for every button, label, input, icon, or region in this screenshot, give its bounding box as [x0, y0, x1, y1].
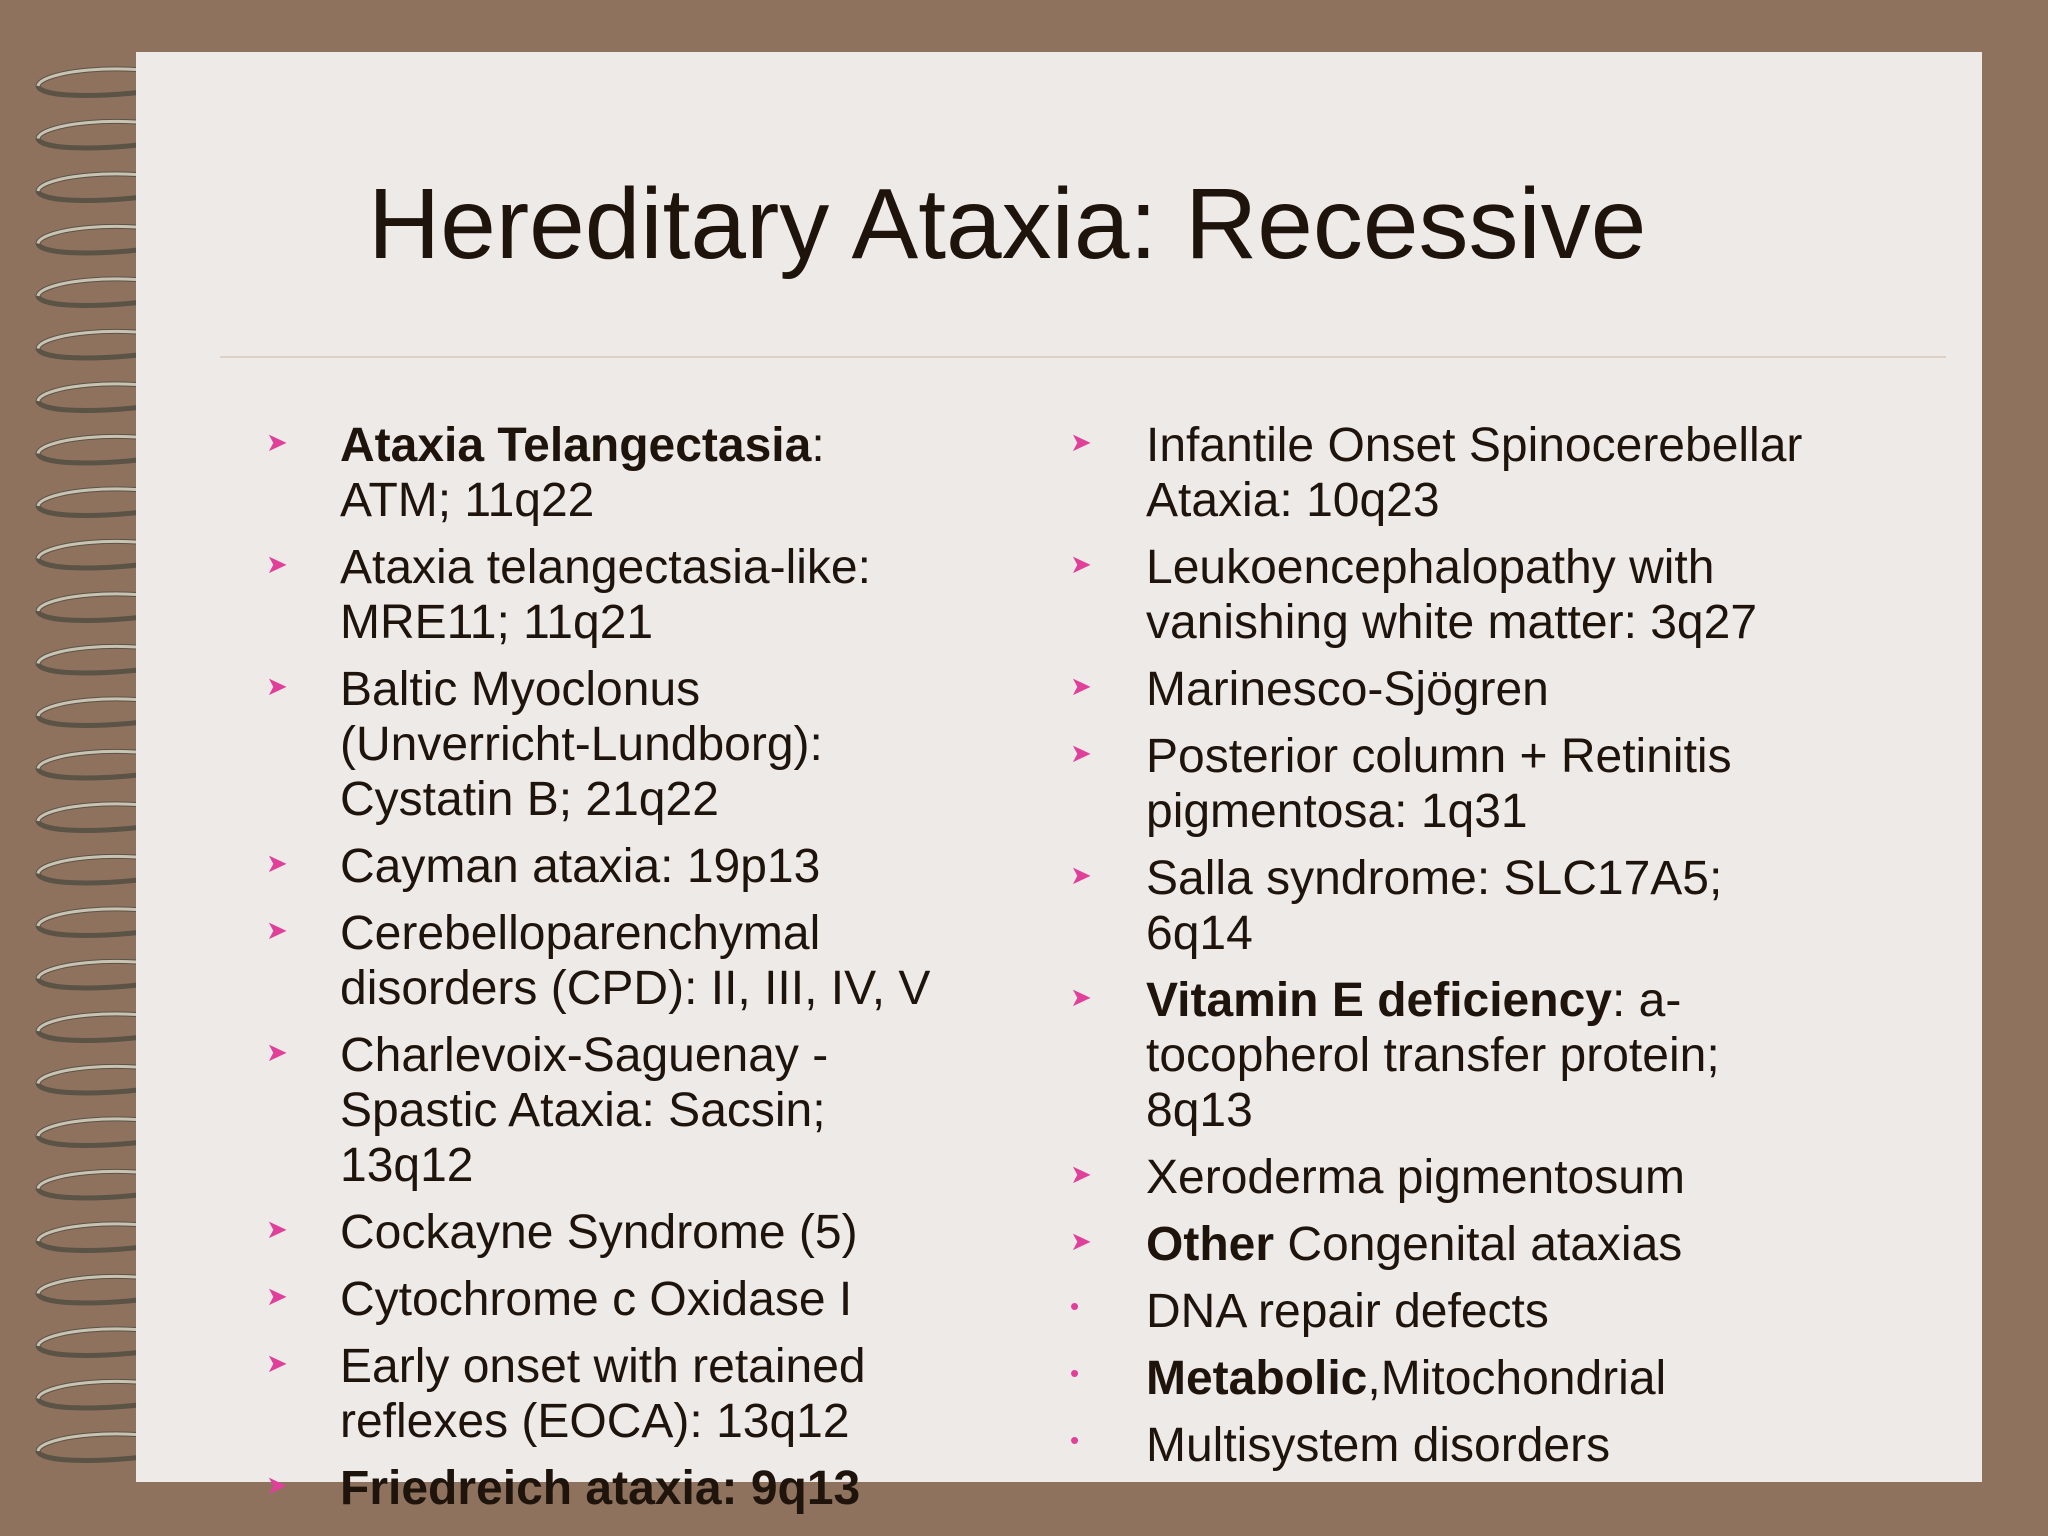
- arrowhead-bullet-icon: ➤: [266, 915, 288, 945]
- item-text: Salla syndrome: SLC17A5; 6q14: [1146, 852, 1723, 960]
- list-item: [1070, 540, 1970, 650]
- title-divider: [220, 356, 1946, 358]
- list-item: [266, 1272, 1126, 1327]
- list-item: [266, 1461, 1126, 1516]
- dot-bullet-icon: •: [1070, 1358, 1080, 1388]
- arrowhead-bullet-icon: ➤: [1070, 860, 1092, 890]
- item-text: Posterior column + Retinitis pigmentosa: 1q31: [1146, 730, 1732, 838]
- list-item: [1070, 662, 1970, 717]
- sub-list-item: [1070, 1351, 1970, 1406]
- list-item: [266, 1205, 1126, 1260]
- dot-bullet-icon: •: [1070, 1425, 1080, 1455]
- item-text: Charlevoix-Saguenay - Spastic Ataxia: Sacsin; 13q12: [340, 1029, 829, 1192]
- arrowhead-bullet-icon: ➤: [1070, 738, 1092, 768]
- list-item: [266, 906, 1126, 1016]
- item-text: Ataxia telangectasia-like: MRE11; 11q21: [340, 541, 871, 649]
- sub-list-item: [1070, 1284, 1970, 1339]
- slide: [136, 52, 1982, 1515]
- arrowhead-bullet-icon: ➤: [1070, 671, 1092, 701]
- list-item: [1070, 1217, 1970, 1272]
- item-text: Vitamin E deficiency: a- tocopherol transfer protein; 8q13: [1146, 974, 1720, 1137]
- list-item: [1070, 1150, 1970, 1205]
- item-text: Infantile Onset Spinocerebellar Ataxia: 10q23: [1146, 419, 1803, 527]
- right-bullet-list: [1070, 418, 1970, 1485]
- list-item: [266, 662, 1126, 827]
- list-item: [1070, 973, 1970, 1138]
- item-text: Multisystem disorders: [1146, 1419, 1611, 1472]
- item-text: Ataxia Telangectasia: ATM; 11q22: [340, 419, 825, 527]
- item-text: Marinesco-Sjögren: [1146, 663, 1549, 716]
- item-text: Early onset with retained reflexes (EOCA): 13q12: [340, 1340, 866, 1448]
- arrowhead-bullet-icon: ➤: [1070, 549, 1092, 579]
- arrowhead-bullet-icon: ➤: [266, 427, 288, 457]
- arrowhead-bullet-icon: ➤: [266, 1281, 288, 1311]
- arrowhead-bullet-icon: ➤: [266, 549, 288, 579]
- arrowhead-bullet-icon: ➤: [266, 1037, 288, 1067]
- arrowhead-bullet-icon: ➤: [266, 848, 288, 878]
- list-item: [266, 540, 1126, 650]
- item-text: DNA repair defects: [1146, 1285, 1549, 1338]
- slide-title: Hereditary Ataxia: Recessive: [368, 168, 1647, 280]
- sub-list-item: [1070, 1418, 1970, 1473]
- item-text: Baltic Myoclonus (Unverricht-Lundborg): Cystatin B; 21q22: [340, 663, 823, 826]
- item-text: Xeroderma pigmentosum: [1146, 1151, 1685, 1204]
- arrowhead-bullet-icon: ➤: [266, 1470, 288, 1500]
- list-item: [266, 839, 1126, 894]
- item-text: Leukoencephalopathy with vanishing white matter: 3q27: [1146, 541, 1758, 649]
- list-item: [1070, 729, 1970, 839]
- list-item: [1070, 418, 1970, 528]
- arrowhead-bullet-icon: ➤: [1070, 427, 1092, 457]
- list-item: [266, 1028, 1126, 1193]
- item-text: Other Congenital ataxias: [1146, 1218, 1683, 1271]
- arrowhead-bullet-icon: ➤: [266, 671, 288, 701]
- arrowhead-bullet-icon: ➤: [1070, 982, 1092, 1012]
- item-text: Metabolic,Mitochondrial: [1146, 1352, 1667, 1405]
- item-text: Cytochrome c Oxidase I: [340, 1273, 853, 1326]
- arrowhead-bullet-icon: ➤: [1070, 1226, 1092, 1256]
- item-text: Cockayne Syndrome (5): [340, 1206, 858, 1259]
- list-item: [1070, 851, 1970, 961]
- arrowhead-bullet-icon: ➤: [266, 1214, 288, 1244]
- dot-bullet-icon: •: [1070, 1291, 1080, 1321]
- list-item: [266, 1339, 1126, 1449]
- item-text: Cayman ataxia: 19p13: [340, 840, 821, 893]
- arrowhead-bullet-icon: ➤: [266, 1348, 288, 1378]
- arrowhead-bullet-icon: ➤: [1070, 1159, 1092, 1189]
- item-text: Friedreich ataxia: 9q13: [340, 1462, 861, 1515]
- list-item: [266, 418, 1126, 528]
- item-text: Cerebelloparenchymal disorders (CPD): II, III, IV, V: [340, 907, 931, 1015]
- left-bullet-list: [266, 418, 1126, 1528]
